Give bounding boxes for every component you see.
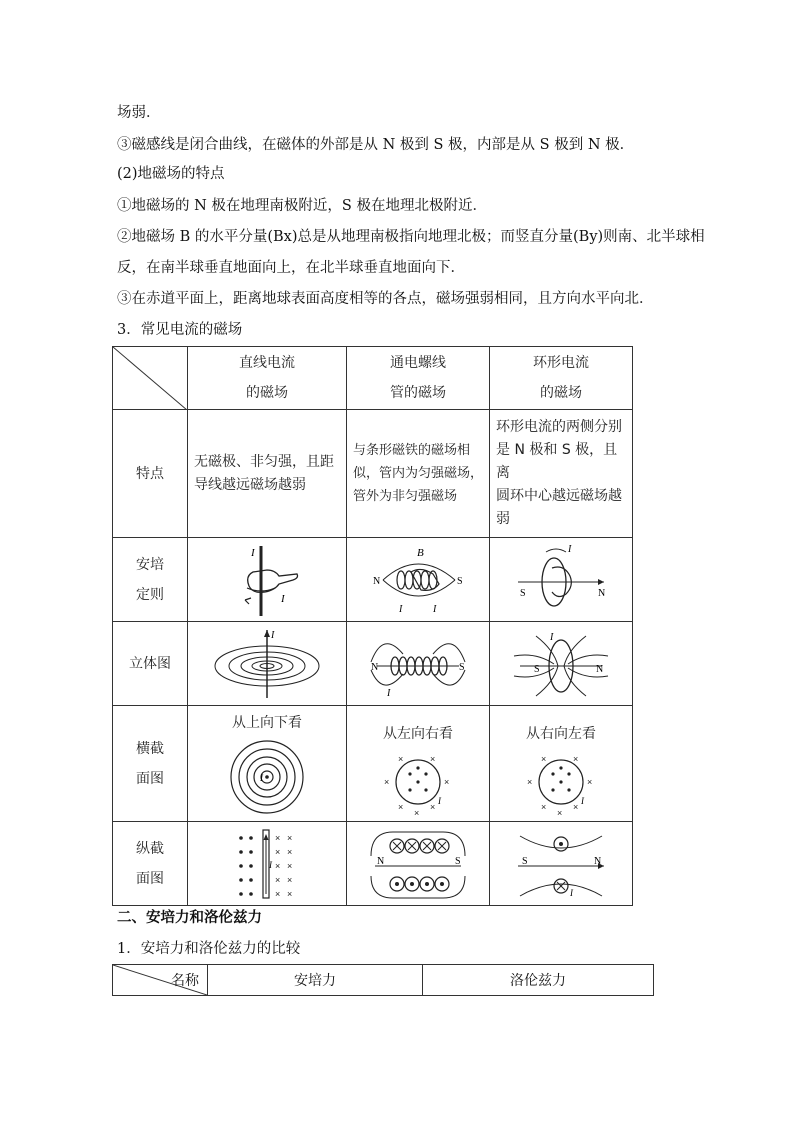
pole-N: N [371,661,379,673]
current-I: I [387,687,391,699]
cross-mark: × [573,753,579,764]
current-I: I [568,543,572,555]
row-label-features: 特点 [113,410,188,538]
solenoid-cross-section-icon [378,744,458,820]
paragraph-8: 3．常见电流的磁场 [117,322,243,338]
paragraph-2: ③磁感线是闭合曲线，在磁体的外部是从 N 极到 S 极，内部是从 S 极到 N 极． [117,137,635,153]
3d-solenoid-figure [347,622,490,706]
cross-loop-caption: 从右向左看 [526,725,596,742]
cross-mark: × [287,846,293,857]
header-straight-line1: 直线电流 [239,355,295,371]
right-hand-solenoid-icon [363,542,473,618]
header-solenoid-line2: 管的磁场 [390,385,446,401]
paragraph-4: ①地磁场的 N 极在地理南极附近，S 极在地理北极附近． [117,198,487,214]
row-label-cross-l1: 横截 [136,740,164,757]
ampere-straight-figure [188,538,347,622]
paragraph-1: 场弱． [117,105,161,121]
cross-straight-figure [188,706,347,822]
current-I: I [271,629,275,641]
3d-loop-figure [490,622,633,706]
long-solenoid-figure [347,822,490,906]
features-loop-l4: 弱 [496,511,510,527]
pole-N: N [594,855,602,867]
t2-lorentz-force-header: 洛伦兹力 [423,965,654,996]
paragraph-3: (2)地磁场的特点 [117,166,225,182]
loop-3d-icon [506,626,616,702]
pole-S: S [455,855,461,867]
pole-N: N [596,663,604,675]
cross-mark: × [398,801,404,812]
cross-mark: × [275,874,281,885]
pole-N: N [598,587,606,599]
row-label-long-l2: 面图 [136,870,164,887]
cross-mark: × [527,776,533,787]
row-label-cross [113,706,188,822]
features-loop-l2: 是 N 极和 S 极，且离 [496,442,618,481]
features-loop [490,410,633,538]
solenoid-3d-icon [363,626,473,702]
long-loop-figure [490,822,633,906]
right-hand-straight-wire-icon [217,542,317,618]
pole-N: N [373,575,381,587]
features-straight-l2: 导线越远磁场越弱 [194,476,306,493]
features-straight-l1: 无磁极、非匀强，且距 [194,453,334,470]
current-I: I [550,631,554,643]
3d-straight-figure [188,622,347,706]
cross-mark: × [287,888,293,899]
cross-mark: × [287,832,293,843]
t2-diagonal-header [113,965,208,996]
cross-mark: × [384,776,390,787]
t2-name-label: 名称 [171,973,199,989]
field-label-B: B [417,546,424,559]
current-I: I [438,795,441,806]
header-straight-current [188,347,347,410]
cross-loop-figure [490,706,633,822]
current-I: I [581,795,584,806]
loop-longitudinal-icon [506,826,616,902]
paragraph-5: ②地磁场 B 的水平分量(Bx)总是从地理南极指向地理北极；而竖直分量(By)则南、北半球相 [117,229,705,245]
cross-mark: × [287,874,293,885]
cross-straight-caption: 从上向下看 [232,714,302,731]
wire-longitudinal-icon [217,826,317,902]
concentric-field-3d-icon [207,626,327,702]
cross-mark: × [287,860,293,871]
features-solenoid-l3: 管外为非匀强磁场 [353,489,458,504]
pole-S: S [534,663,540,675]
header-solenoid [347,347,490,410]
row-label-long-l1: 纵截 [136,840,164,857]
cross-mark: × [541,753,547,764]
pole-S: S [520,587,526,599]
cross-mark: × [275,832,281,843]
section-2-heading: 二、安培力和洛伦兹力 [117,910,262,926]
loop-cross-section-icon [521,744,601,820]
cross-solenoid-caption: 从左向右看 [383,725,453,742]
row-label-ampere-l2: 定则 [136,586,164,603]
current-I: I [570,887,573,898]
features-solenoid [347,410,490,538]
cross-mark: × [275,888,281,899]
long-straight-figure [188,822,347,906]
cross-mark: × [444,776,450,787]
row-label-ampere-l1: 安培 [136,556,164,573]
cross-mark: × [414,807,420,818]
force-comparison-table [112,964,654,996]
right-hand-loop-icon [506,542,616,618]
ampere-solenoid-figure [347,538,490,622]
pole-S: S [459,661,465,673]
concentric-circles-icon [227,733,307,817]
diagonal-line [113,347,187,410]
features-loop-l1: 环形电流的两侧分别 [496,419,622,435]
solenoid-longitudinal-icon [363,826,473,902]
current-label-I-2: I [281,592,285,605]
cross-mark: × [398,753,404,764]
paragraph-7: ③在赤道平面上，距离地球表面高度相等的各点，磁场强弱相同，且方向水平向北． [117,291,654,307]
cross-mark: × [430,753,436,764]
features-solenoid-l1: 与条形磁铁的磁场相 [353,443,471,458]
cross-mark: × [275,846,281,857]
header-loop-current [490,347,633,410]
cross-solenoid-figure [347,706,490,822]
current-I: I [269,859,272,870]
section-2-subheading: 1．安培力和洛伦兹力的比较 [117,941,301,957]
current-I-b: I [433,603,437,615]
pole-N: N [377,855,385,867]
cross-mark: × [557,807,563,818]
paragraph-6: 反，在南半球垂直地面向上，在北半球垂直地面向下． [117,260,465,276]
diagonal-header-cell [113,347,188,410]
current-I-a: I [399,603,403,615]
features-solenoid-l2: 似，管内为匀强磁场， [353,466,484,481]
header-loop-line1: 环形电流 [533,355,589,371]
ampere-loop-figure [490,538,633,622]
features-straight [188,410,347,538]
cross-mark: × [541,801,547,812]
current-label-I: I [251,546,255,559]
cross-mark: × [573,801,579,812]
current-I: I [260,772,263,783]
cross-mark: × [275,860,281,871]
header-straight-line2: 的磁场 [246,385,288,401]
cross-mark: × [430,801,436,812]
cross-mark: × [587,776,593,787]
row-label-3d: 立体图 [113,622,188,706]
row-label-long [113,822,188,906]
features-loop-l3: 圆环中心越远磁场越 [496,488,622,504]
row-label-ampere [113,538,188,622]
current-magnetic-field-table [112,346,633,906]
t2-ampere-force-header: 安培力 [208,965,423,996]
pole-S: S [457,575,463,587]
row-label-cross-l2: 面图 [136,770,164,787]
header-loop-line2: 的磁场 [540,385,582,401]
pole-S: S [522,855,528,867]
header-solenoid-line1: 通电螺线 [390,355,446,371]
